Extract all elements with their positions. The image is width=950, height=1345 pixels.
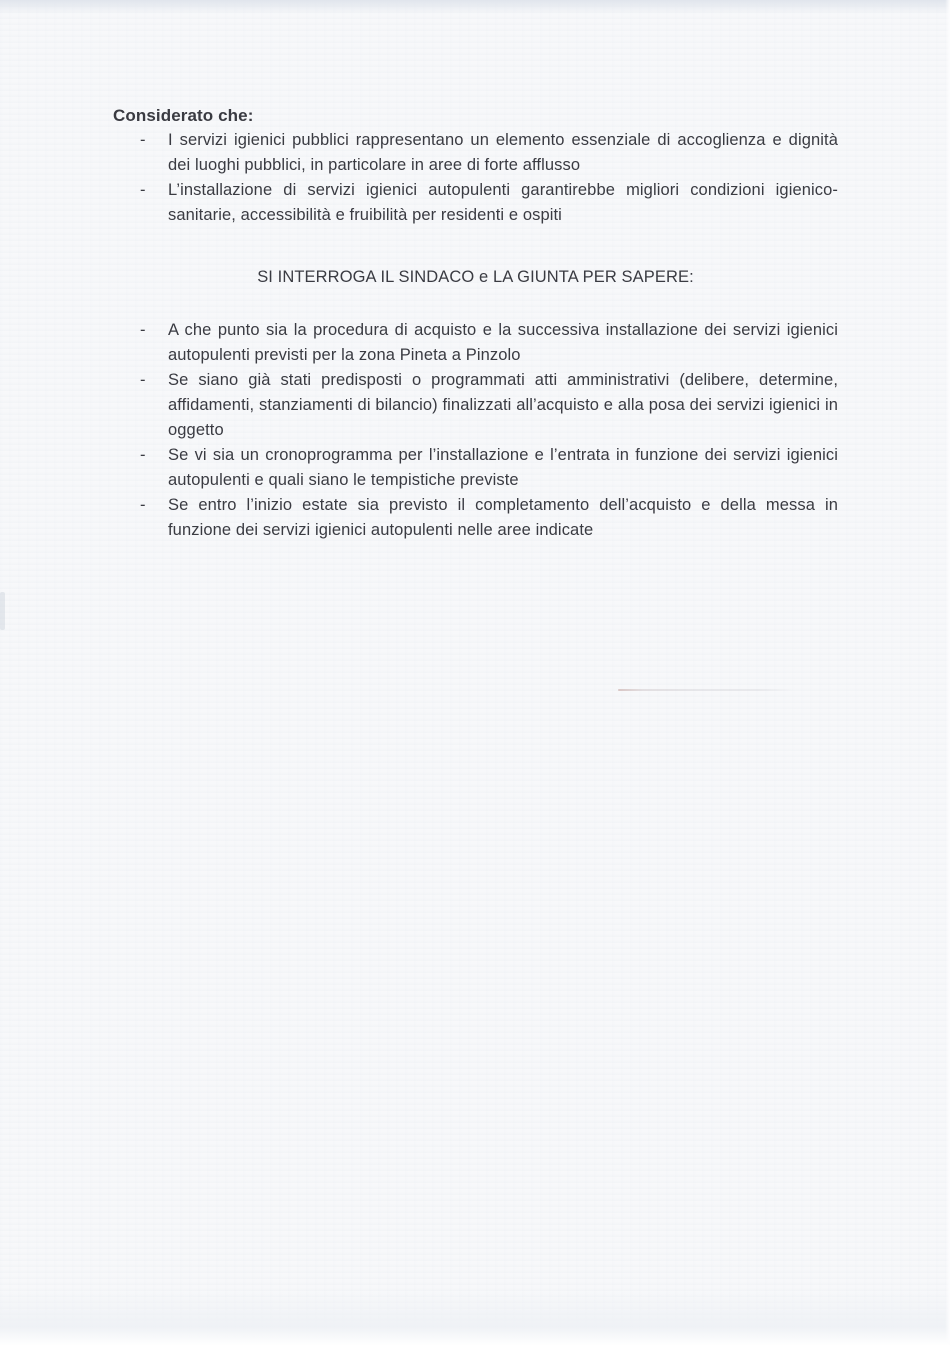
interroga-heading: SI INTERROGA IL SINDACO e LA GIUNTA PER SAPERE: xyxy=(257,268,694,286)
bullet-text: I servizi igienici pubblici rappresentano un elemento essenziale di accoglienza e dignità dei luoghi pubblici, in particolare in aree di forte afflusso xyxy=(168,131,838,174)
bullet-dash: - xyxy=(140,321,146,339)
bullet-dash: - xyxy=(140,496,146,514)
list-item xyxy=(113,128,838,178)
list-item xyxy=(113,318,838,368)
considerato-heading: Considerato che: xyxy=(113,106,254,125)
bullet-dash: - xyxy=(140,181,146,199)
list-item xyxy=(113,493,838,543)
bullet-dash: - xyxy=(140,371,146,389)
document-content xyxy=(113,103,838,543)
bullet-text: A che punto sia la procedura di acquisto e la successiva installazione dei servizi igienici autopulenti previsti per la zona Pineta a Pinzolo xyxy=(168,321,838,364)
list-item xyxy=(113,178,838,228)
bullet-text: L’installazione di servizi igienici autopulenti garantirebbe migliori condizioni igienico-sanitarie, accessibilità e fruibilità per residenti e ospiti xyxy=(168,181,838,224)
bullet-text: Se vi sia un cronoprogramma per l’installazione e l’entrata in funzione dei servizi igienici autopulenti e quali siano le tempistiche previste xyxy=(168,446,838,489)
scan-edge-right xyxy=(945,0,950,1345)
scan-artifact-line xyxy=(618,689,794,691)
list-item xyxy=(113,443,838,493)
bullet-text: Se entro l’inizio estate sia previsto il completamento dell’acquisto e della messa in funzione dei servizi igienici autopulenti nelle aree indicate xyxy=(168,496,838,539)
list-item xyxy=(113,368,838,443)
scan-edge-mark xyxy=(0,592,5,630)
bullet-dash: - xyxy=(140,446,146,464)
bullet-text: Se siano già stati predisposti o programmati atti amministrativi (delibere, determine, affidamenti, stanziamenti di bilancio) finalizzati all’acquisto e alla posa dei servizi igienici in oggetto xyxy=(168,371,838,439)
bullet-dash: - xyxy=(140,131,146,149)
